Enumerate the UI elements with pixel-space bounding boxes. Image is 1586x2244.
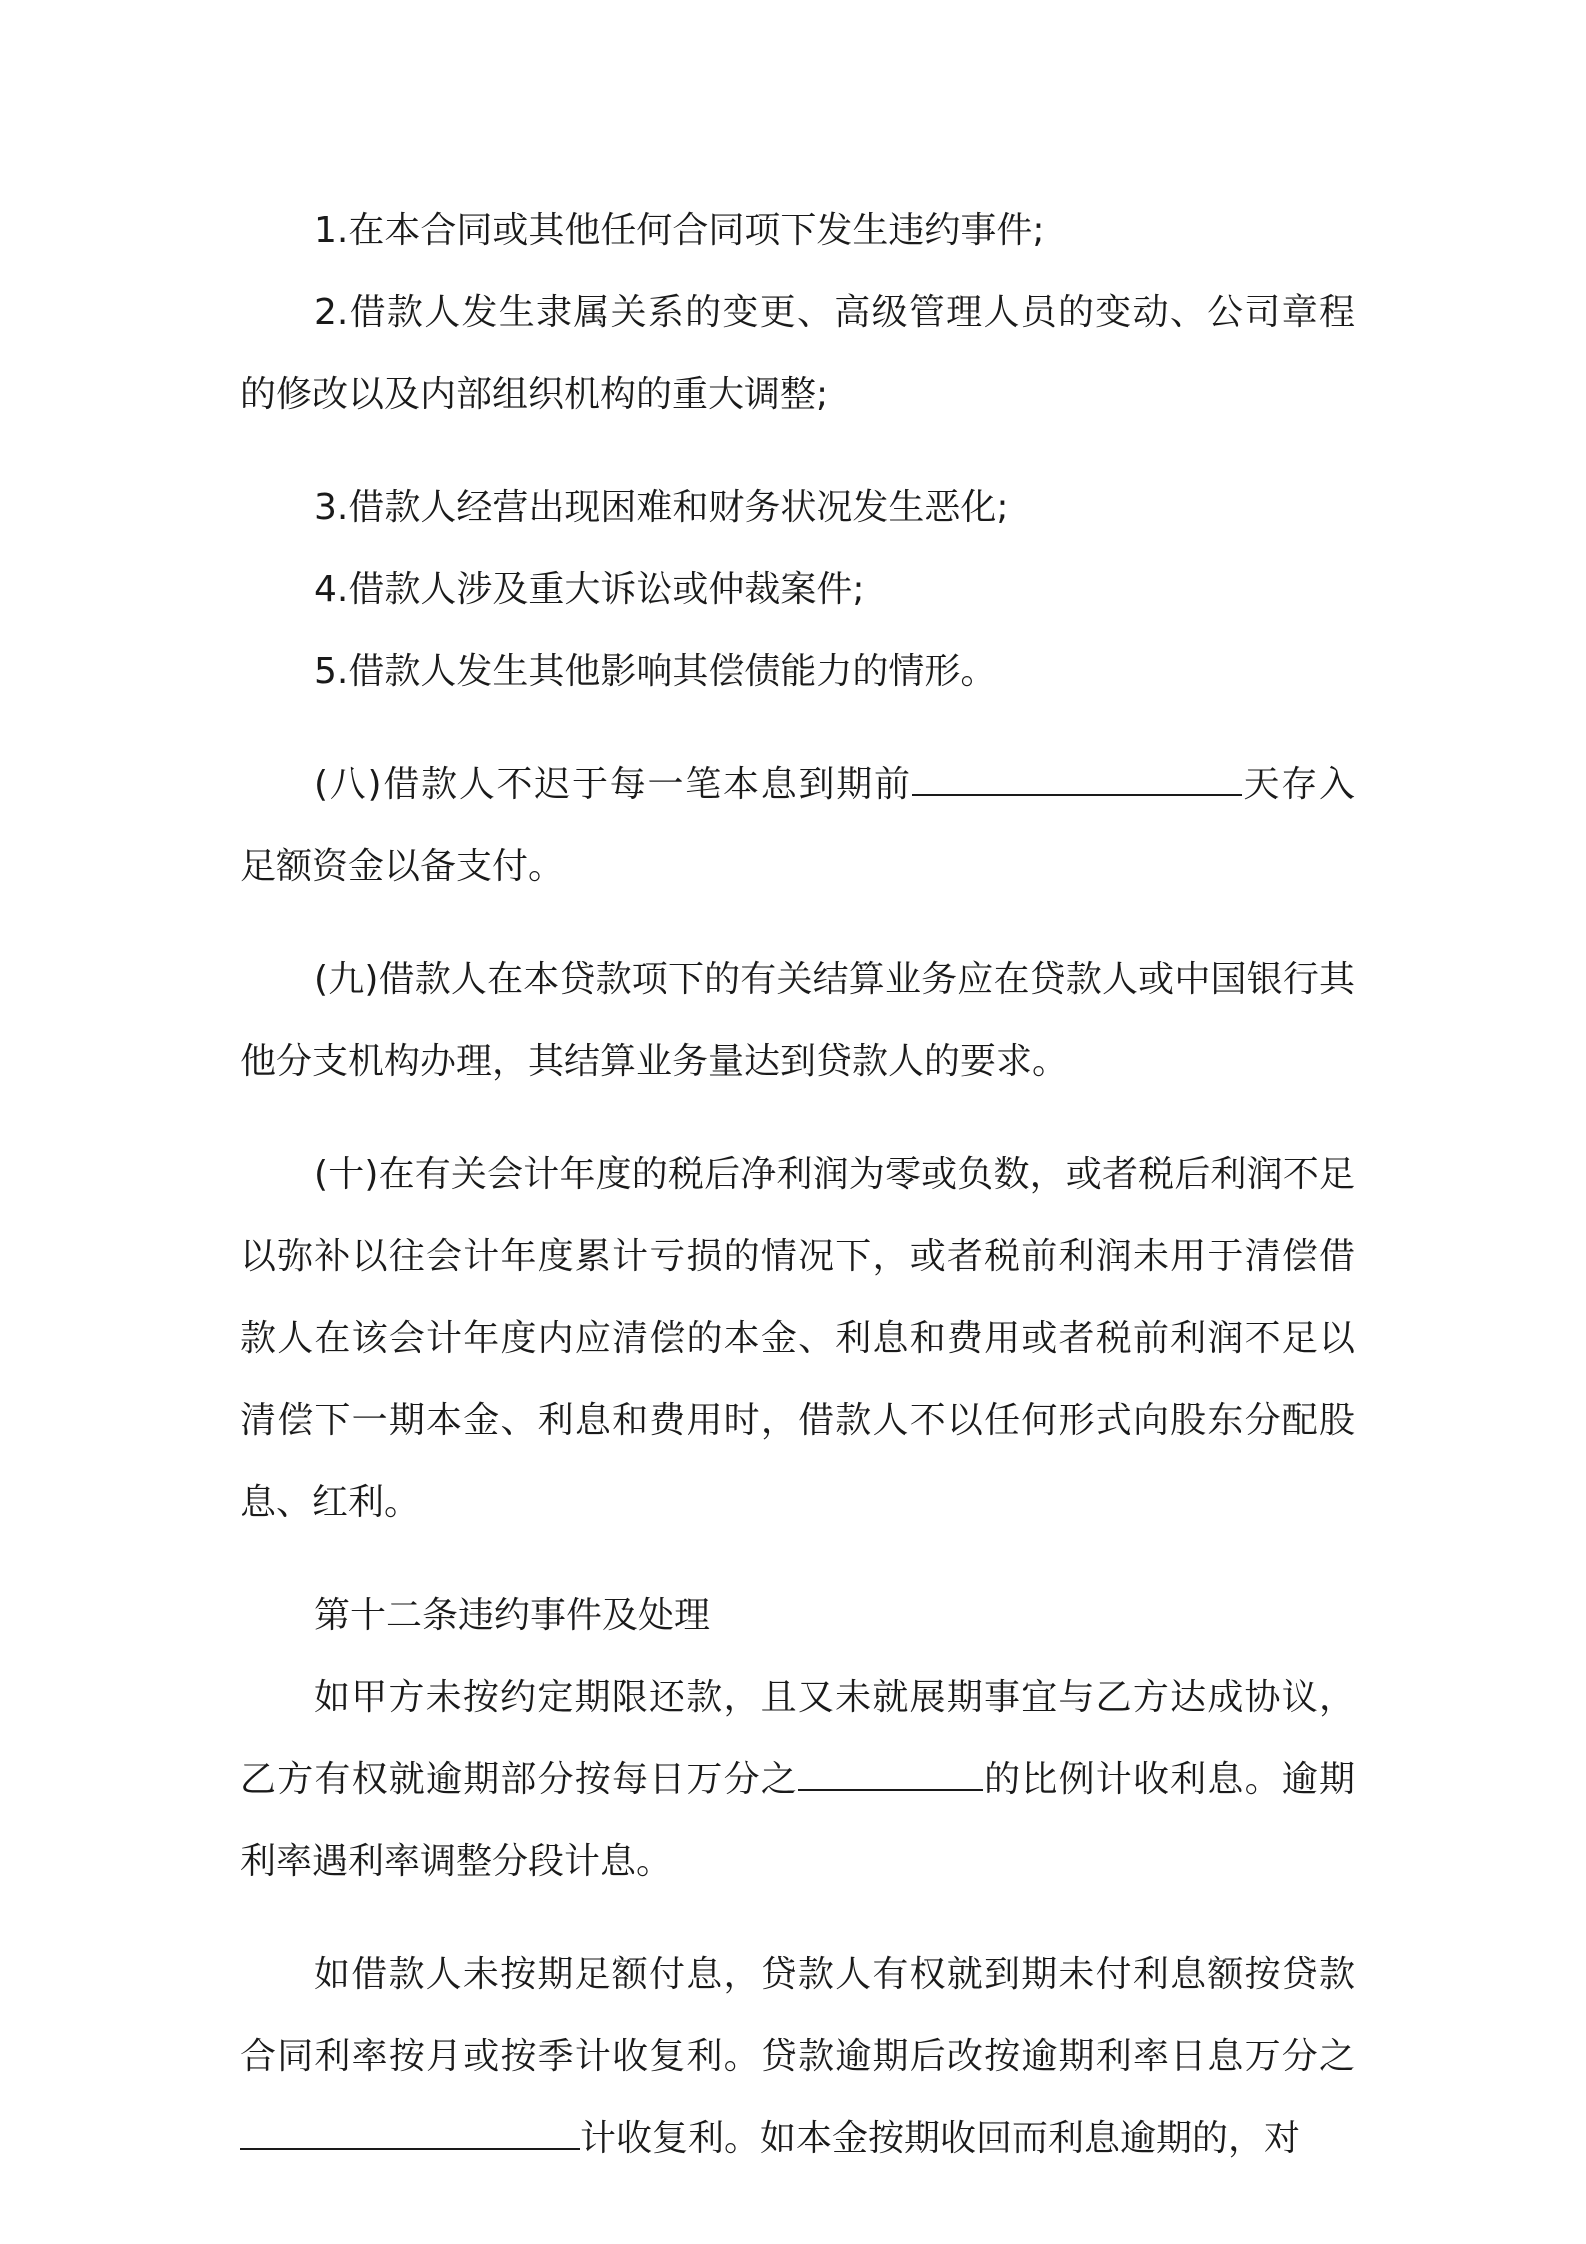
clause-item-3: 3.借款人经营出现困难和财务状况发生恶化; — [314, 487, 1009, 528]
clause-eight — [240, 744, 1355, 908]
compound-interest-after: 计收复利。如本金按期收回而利息逾期的，对 — [580, 2118, 1301, 2159]
clause-eight-before: (八)借款人不迟于每一笔本息到期前 — [314, 764, 912, 805]
blank-fill-line — [912, 764, 1242, 796]
clause-item-4: 4.借款人涉及重大诉讼或仲裁案件; — [314, 569, 865, 610]
clause-item-2: 2.借款人发生隶属关系的变更、高级管理人员的变动、公司章程的修改以及内部组织机构的重大调整; — [240, 292, 1355, 415]
compound-interest-before: 如借款人未按期足额付息，贷款人有权就到期未付利息额按贷款合同利率按月或按季计收复利。贷款逾期后改按逾期利率日息万分之 — [240, 1954, 1355, 2077]
default-interest-after: 的比例计收利息。逾期利率遇利率调整分段计息。 — [240, 1759, 1355, 1882]
clause-eight-after: 天存入足额资金以备支付。 — [240, 764, 1355, 887]
clause-item-1: 1.在本合同或其他任何合同项下发生违约事件; — [314, 210, 1045, 251]
blank-fill-line — [798, 1759, 983, 1791]
default-interest-before: 如甲方未按约定期限还款，且又未就展期事宜与乙方达成协议，乙方有权就逾期部分按每日万分之 — [240, 1677, 1355, 1800]
clause-item-5: 5.借款人发生其他影响其偿债能力的情形。 — [314, 651, 997, 692]
clause-ten: (十)在有关会计年度的税后净利润为零或负数，或者税后利润不足以弥补以往会计年度累计亏损的情况下，或者税前利润未用于清偿借款人在该会计年度内应清偿的本金、利息和费用或者税前利润不足以清偿下一期本金、利息和费用时，借款人不以任何形式向股东分配股息、红利。 — [240, 1154, 1355, 1523]
clause-nine: (九)借款人在本贷款项下的有关结算业务应在贷款人或中国银行其他分支机构办理，其结算业务量达到贷款人的要求。 — [240, 959, 1355, 1082]
default-interest-paragraph — [240, 1657, 1355, 1903]
document-body — [240, 190, 1355, 2211]
compound-interest-paragraph — [240, 1934, 1355, 2180]
blank-fill-line — [240, 2118, 580, 2150]
article-twelve-heading: 第十二条违约事件及处理 — [314, 1595, 711, 1636]
